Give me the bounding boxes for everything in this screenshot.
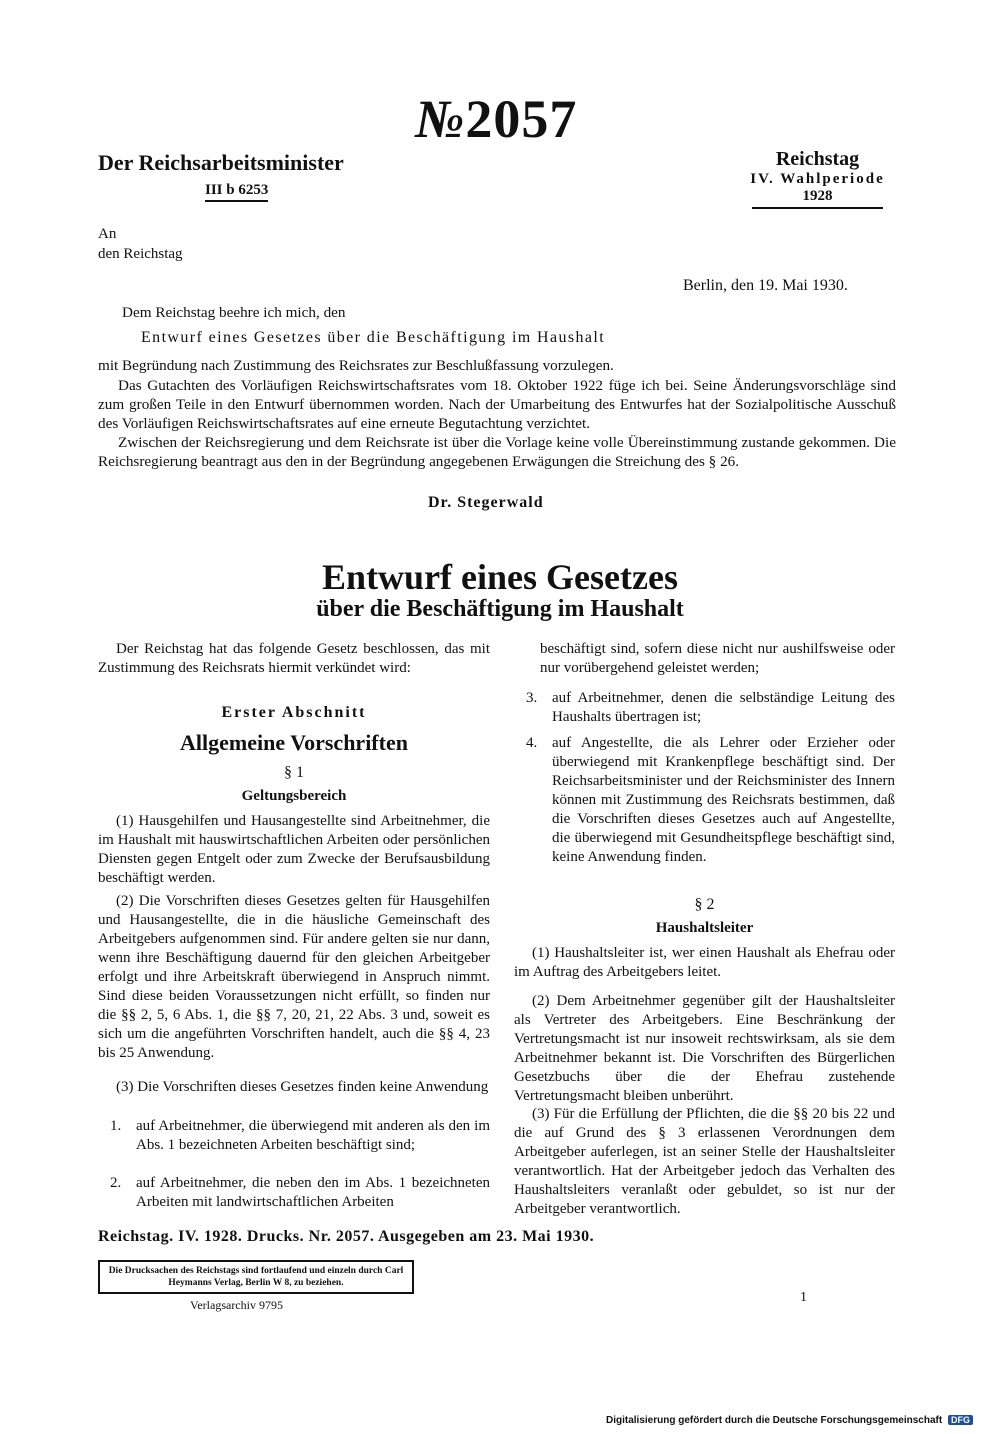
law-subtitle: über die Beschäftigung im Haushalt <box>316 596 684 622</box>
paragraph-1-number: § 1 <box>284 764 304 781</box>
list-number: 3. <box>526 690 538 706</box>
wahlperiode-year: 1928 <box>752 188 883 209</box>
letter-paragraph-1: Dem Reichstag beehre ich mich, den <box>122 304 346 321</box>
dfg-credit-text: Digitalisierung gefördert durch die Deutsche Forschungsgemeinschaft <box>606 1415 943 1426</box>
list-continuation: beschäftigt sind, sofern diese nicht nur aushilfsweise oder nur vorübergehend geleistet werden; <box>540 641 895 676</box>
number-value: 2057 <box>465 89 578 149</box>
list-text: auf Angestellte, die als Lehrer oder Erzieher oder überwiegend mit Krankenpflege beschäftigt sind. Der Reichsarbeitsminister und der Reichsminister des Innern können mit Zustimmung des Reichsrats bestimmen, daß die Vorschriften dieses Gesetzes auch auf Angestellte, die überwiegend mit Gesundheitspflege beschäftigt sind, keine Anwendung finden. <box>552 735 895 865</box>
dfg-logo-icon: DFG <box>948 1415 973 1425</box>
address-line-1: An <box>98 226 117 242</box>
p2-subsection-1: (1) Haushaltsleiter ist, wer einen Haushalt als Ehefrau oder im Auftrag des Arbeitgebers leitet. <box>514 945 895 980</box>
paragraph-2-number: § 2 <box>694 896 715 913</box>
reichstag-block <box>740 148 895 209</box>
letter-bill-title: Entwurf eines Gesetzes über die Beschäftigung im Haushalt <box>141 329 606 346</box>
list-text: auf Arbeitnehmer, denen die selbständige Leitung des Haushalts übertragen ist; <box>552 690 895 725</box>
wahlperiode-label: IV. Wahlperiode <box>750 171 885 187</box>
p1-subsection-1: (1) Hausgehilfen und Hausangestellte sind Arbeitnehmer, die im Haushalt mit hauswirtschaftlichen Arbeiten oder persönlichen Diensten gegen Entgelt oder zum Zwecke der Berufsausbildung beschäftigt werden. <box>98 813 490 886</box>
number-prefix: № <box>415 89 466 149</box>
address-line-2: den Reichstag <box>98 246 183 262</box>
archive-number: Verlagsarchiv 9795 <box>190 1298 283 1312</box>
section-title: Allgemeine Vorschriften <box>180 730 408 755</box>
page-number: 1 <box>800 1290 807 1305</box>
list-item <box>514 689 895 727</box>
p1-subsection-3: (3) Die Vorschriften dieses Gesetzes finden keine Anwendung <box>116 1079 489 1095</box>
list-number: 1. <box>110 1118 122 1134</box>
list-item <box>514 734 895 867</box>
letter-paragraph-4: Das Gutachten des Vorläufigen Reichswirtschaftsrates vom 18. Oktober 1922 füge ich bei. Seine Änderungsvorschläge sind zum großen Teile in den Entwurf übernommen worden. Nach der Umarbeitung des Entwurfes hat der Sozialpolitische Ausschuß des Vorläufigen Reichswirtschaftsrates auf eine erneute Begutachtung verzichtet. <box>98 377 896 432</box>
list-text: auf Arbeitnehmer, die neben den im Abs. 1 bezeichneten Arbeiten mit landwirtschaftlichen Arbeiten <box>136 1175 490 1210</box>
paragraph-1-title: Geltungsbereich <box>241 788 347 804</box>
list-text: auf Arbeitnehmer, die überwiegend mit anderen als den im Abs. 1 bezeichneten Arbeiten beschäftigt sind; <box>136 1118 490 1153</box>
document-number <box>415 88 577 150</box>
dfg-credit <box>606 1415 973 1426</box>
publisher-box: Die Drucksachen des Reichstags sind fortlaufend und einzeln durch Carl Heymanns Verlag, Berlin W 8, zu beziehen. <box>98 1260 414 1294</box>
letter-date: Berlin, den 19. Mai 1930. <box>683 277 848 294</box>
letter-paragraph-3: mit Begründung nach Zustimmung des Reichsrates zur Beschlußfassung vorzulegen. <box>98 357 614 374</box>
list-item <box>98 1174 490 1212</box>
list-number: 4. <box>526 735 538 751</box>
section-heading: Erster Abschnitt <box>221 704 367 721</box>
sender-title: Der Reichsarbeitsminister <box>98 150 344 175</box>
p2-subsection-3: (3) Für die Erfüllung der Pflichten, die die §§ 20 bis 22 und die auf Grund des § 3 erlassenen Verordnungen dem Arbeitgeber auferlegen, ist an seiner Stelle der Haushaltsleiter verantwortlich. Hat der Arbeitgeber jedoch das Verhalten des Haushaltsleiters veranlaßt oder gebuldet, so ist nur der Arbeitgeber verantwortlich. <box>514 1106 895 1217</box>
letter-paragraph-5: Zwischen der Reichsregierung und dem Reichsrate ist über die Vorlage keine volle Übereinstimmung zustande gekommen. Die Reichsregierung beantragt aus den in der Begründung angegebenen Erwägungen die Streichung des § 26. <box>98 434 896 470</box>
signature: Dr. Stegerwald <box>428 494 544 511</box>
list-item <box>98 1117 490 1155</box>
p1-subsection-2: (2) Die Vorschriften dieses Gesetzes gelten für Hausgehilfen und Hausangestellte, die in die häusliche Gemeinschaft des Arbeitgebers aufgenommen sind. Für andere gelten sie nur dann, wenn ihre Beschäftigung dauernd für den gleichen Arbeitgeber erfolgt und ihre Arbeitskraft überwiegend in Anspruch nimmt. Sind diese beiden Voraussetzungen nicht erfüllt, so finden nur die §§ 2, 5, 6 Abs. 1, die §§ 7, 20, 21, 22 Abs. 3 und, soweit es sich um die angeführten Vorschriften handelt, auch die §§ 4, 23 bis 25 Anwendung. <box>98 893 490 1061</box>
paragraph-2-title: Haushaltsleiter <box>655 920 754 936</box>
print-footer: Reichstag. IV. 1928. Drucks. Nr. 2057. Ausgegeben am 23. Mai 1930. <box>98 1228 595 1245</box>
reichstag-label: Reichstag <box>775 148 860 170</box>
list-number: 2. <box>110 1175 122 1191</box>
law-title: Entwurf eines Gesetzes <box>322 557 678 597</box>
reference-number: III b 6253 <box>205 182 268 202</box>
preamble: Der Reichstag hat das folgende Gesetz beschlossen, das mit Zustimmung des Reichsrats hiermit verkündet wird: <box>98 641 490 676</box>
p2-subsection-2: (2) Dem Arbeitnehmer gegenüber gilt der Haushaltsleiter als Vertreter des Arbeitgebers. Eine Beschränkung der Vertretungsmacht ist nur insoweit rechtswirksam, als sie dem Arbeitnehmer bekannt ist. Die Vorschriften des Bürgerlichen Gesetzbuchs über die der Ehefrau zustehende Vertretungsmacht bleiben unberührt. <box>514 993 895 1104</box>
